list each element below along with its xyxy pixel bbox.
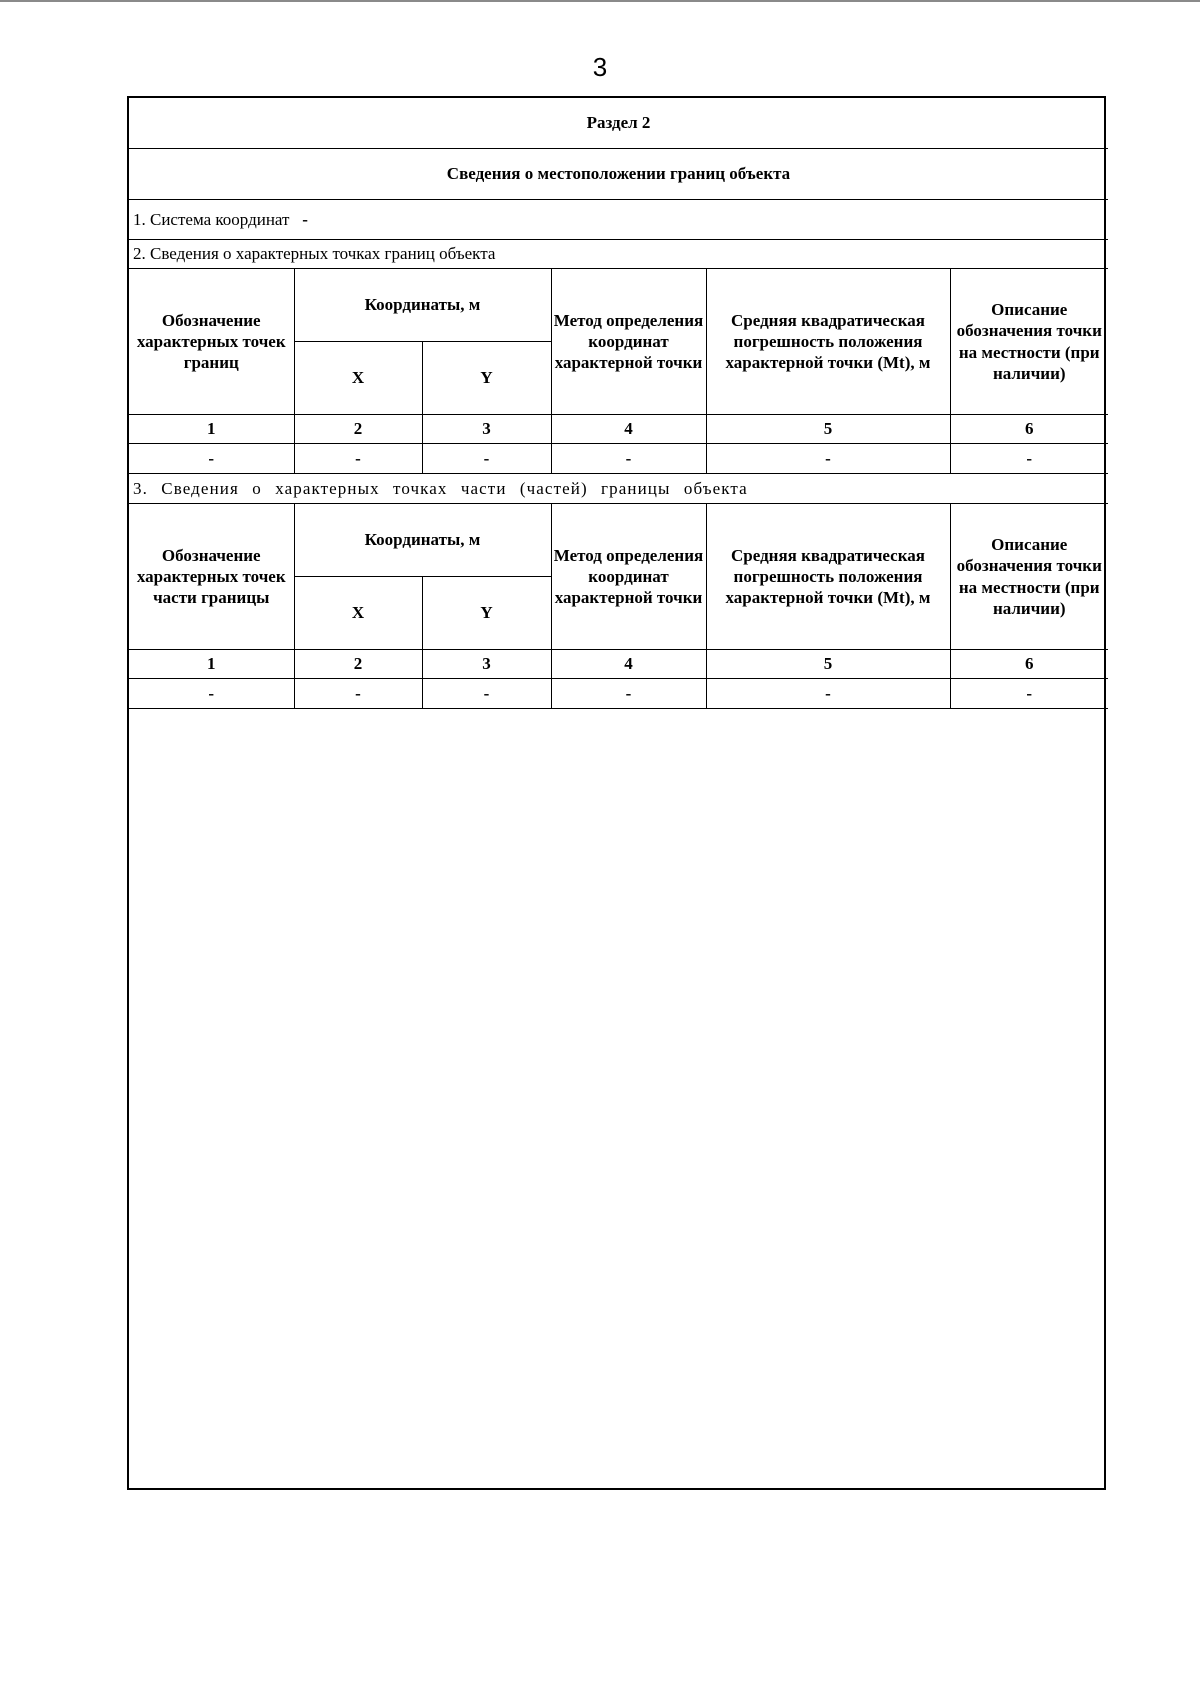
section-2-table <box>129 98 1108 709</box>
part3-cell: - <box>129 679 294 709</box>
part2-colnum: 6 <box>950 415 1108 444</box>
part2-cell: - <box>706 444 950 474</box>
part2-header-description: Описание обозначения точки на местности (при наличии) <box>950 269 1108 415</box>
part3-header-designation: Обозначение характерных точек части границы <box>129 504 294 650</box>
form-frame <box>127 96 1106 1490</box>
part2-cell: - <box>294 444 422 474</box>
part3-colnum: 5 <box>706 650 950 679</box>
part3-cell: - <box>706 679 950 709</box>
part2-cell: - <box>551 444 706 474</box>
part3-header-y: Y <box>422 577 551 650</box>
part2-header-x: X <box>294 342 422 415</box>
part3-colnum: 3 <box>422 650 551 679</box>
section-subtitle: Сведения о местоположении границ объекта <box>129 149 1108 200</box>
part3-table-row <box>129 679 1108 709</box>
part2-colnum: 4 <box>551 415 706 444</box>
part2-colnum: 1 <box>129 415 294 444</box>
part2-header-y: Y <box>422 342 551 415</box>
part3-header-method: Метод определения координат характерной точки <box>551 504 706 650</box>
part3-cell: - <box>422 679 551 709</box>
part3-colnum: 6 <box>950 650 1108 679</box>
part2-title: 2. Сведения о характерных точках границ объекта <box>129 240 1108 269</box>
coordinate-system-value: - <box>302 209 308 229</box>
part2-cell: - <box>950 444 1108 474</box>
part3-cell: - <box>294 679 422 709</box>
part2-cell: - <box>422 444 551 474</box>
part3-colnum: 2 <box>294 650 422 679</box>
part2-colnum: 5 <box>706 415 950 444</box>
part2-header-designation: Обозначение характерных точек границ <box>129 269 294 415</box>
part2-colnum: 2 <box>294 415 422 444</box>
part2-header-error: Средняя квадратическая погрешность положения характерной точки (Mt), м <box>706 269 950 415</box>
coordinate-system-label: 1. Система координат <box>133 209 290 229</box>
part3-header-description: Описание обозначения точки на местности (при наличии) <box>950 504 1108 650</box>
part3-header-coordinates: Координаты, м <box>294 504 551 577</box>
part3-title: 3. Сведения о характерных точках части (частей) границы объекта <box>129 474 1108 504</box>
part3-header-x: X <box>294 577 422 650</box>
part2-cell: - <box>129 444 294 474</box>
scan-edge <box>0 0 1200 2</box>
part2-colnum: 3 <box>422 415 551 444</box>
section-title: Раздел 2 <box>129 98 1108 149</box>
part3-colnum: 1 <box>129 650 294 679</box>
part3-colnum: 4 <box>551 650 706 679</box>
part3-cell: - <box>551 679 706 709</box>
page-number: 3 <box>592 52 608 82</box>
coordinate-system-row <box>129 200 1108 240</box>
part3-header-error: Средняя квадратическая погрешность положения характерной точки (Mt), м <box>706 504 950 650</box>
part2-table-row <box>129 444 1108 474</box>
part3-cell: - <box>950 679 1108 709</box>
part2-header-coordinates: Координаты, м <box>294 269 551 342</box>
part2-header-method: Метод определения координат характерной точки <box>551 269 706 415</box>
